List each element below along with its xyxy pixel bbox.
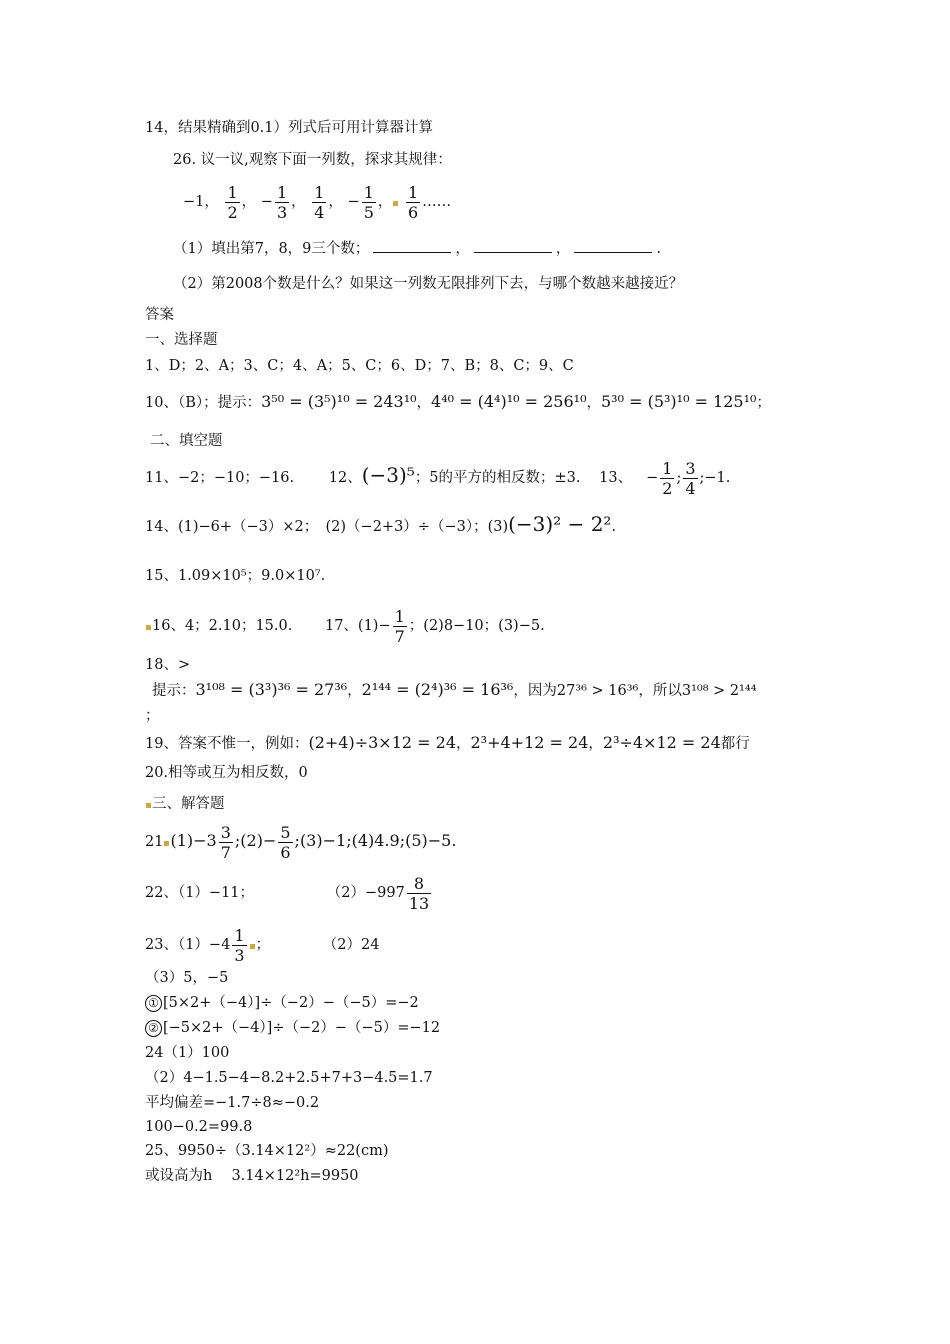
marker (164, 841, 169, 846)
answer-23-3: （3）5，−5 (145, 970, 229, 986)
answer-14: 14、(1)−6+（−3）×2； (2)（−2+3）÷（−3）；(3)(−3)² − 2². (145, 512, 617, 536)
answer-24-3: 平均偏差=−1.7÷8≈−0.2 (145, 1095, 320, 1111)
answer-19: 19、答案不惟一，例如：(2+4)÷3×12 = 24，2³+4+12 = 24，2³÷4×12 = 24都行 (145, 733, 750, 752)
answer-21: 21 (1)−3 $\frac{3}{7}$ ;(2)− $\frac{5}{6}$ ;(3)−1;(4)4.9;(5)−5. (145, 822, 457, 862)
q26-title: 26. 议一议,观察下面一列数，探求其规律： (173, 152, 452, 168)
answer-18-hint: 提示：3¹⁰⁸ = (3³)³⁶ = 27³⁶，2¹⁴⁴ = (2⁴)³⁶ = 16³⁶，因为27³⁶ > 16³⁶，所以3¹⁰⁸ > 2¹⁴⁴ (152, 680, 757, 699)
answer-20: 20.相等或互为相反数，0 (145, 765, 308, 781)
q26-part1: （1）填出第7，8，9三个数； ， ， . (173, 238, 661, 259)
answer-23-c1: ① [5×2+（−4）]÷（−2）−（−5）=−2 (145, 993, 419, 1013)
answer-blank (474, 238, 552, 253)
marker (393, 201, 398, 206)
answers-title: 答案 (145, 307, 174, 323)
marker (146, 625, 151, 630)
answer-23: 23、（1）−4 $\frac{1}{3}$ ； （2）24 (145, 925, 380, 965)
answer-blank (574, 238, 652, 253)
answer-24-4: 100−0.2=99.8 (145, 1119, 253, 1135)
q26-sequence: −1， $\frac{1}{2}$ ， − $\frac{1}{3}$ ， $\frac{1}{4}$ ， − $\frac{1}{5}$ ， $\frac{1}{6}$ …… (183, 182, 452, 222)
answer-16-17: 16、4；2.10；15.0. 17、(1)− $\frac{1}{7}$ ；(2)8−10；(3)−5. (145, 603, 545, 649)
answer-22: 22、（1）−11； （2）−997 $\frac{8}{13}$ (145, 873, 430, 913)
answer-18: 18、> (145, 657, 191, 673)
fraction: $\frac{1}{6}$ (407, 182, 419, 222)
answer-15: 15、1.09×10⁵；9.0×10⁷. (145, 568, 326, 584)
fraction: $\frac{1}{5}$ (363, 182, 374, 222)
answer-24: 24（1）100 (145, 1045, 230, 1061)
answer-10: 10、（B）；提示：3⁵⁰ = (3⁵)¹⁰ = 243¹⁰，4⁴⁰ = (4⁴)¹⁰ = 256¹⁰，5³⁰ = (5³)¹⁰ = 125¹⁰； (145, 392, 771, 411)
answer-25: 25、9950÷（3.14×12²）≈22(cm) (145, 1143, 389, 1159)
fraction: $\frac{1}{3}$ (276, 182, 288, 222)
answer-11-13: 11、−2；−10；−16. 12、(−3)⁵；5的平方的相反数；±3. 13、 − $\frac{1}{2}$ ; $\frac{3}{4}$ ;−1. (145, 458, 731, 498)
seq-first: −1， (183, 194, 219, 210)
answer-25-2: 或设高为h 3.14×12²h=9950 (145, 1168, 359, 1184)
marker (250, 944, 255, 949)
q26-part2: （2）第2008个数是什么？如果这一列数无限排列下去，与哪个数越来越接近？ (173, 276, 684, 292)
answers-1-9: 1、D；2、A；3、C；4、A；5、C；6、D；7、B；8、C；9、C (145, 358, 574, 374)
fraction: $\frac{1}{4}$ (314, 182, 325, 222)
answer-24-2: （2）4−1.5−4−8.2+2.5+7+3−4.5=1.7 (145, 1070, 433, 1086)
section-choice: 一、选择题 (145, 332, 218, 348)
answer-18-semicolon: ； (145, 708, 160, 724)
fraction: $\frac{1}{2}$ (227, 182, 238, 222)
section-fill: 二、填空题 (150, 433, 223, 449)
answer-blank (373, 238, 451, 253)
section-solve: 三、解答题 (145, 794, 225, 814)
answer-23-c2: ② [−5×2+（−4）]÷（−2）−（−5）=−12 (145, 1018, 440, 1038)
q14-tail: 14，结果精确到0.1）列式后可用计算器计算 (145, 120, 434, 136)
marker (146, 803, 151, 808)
